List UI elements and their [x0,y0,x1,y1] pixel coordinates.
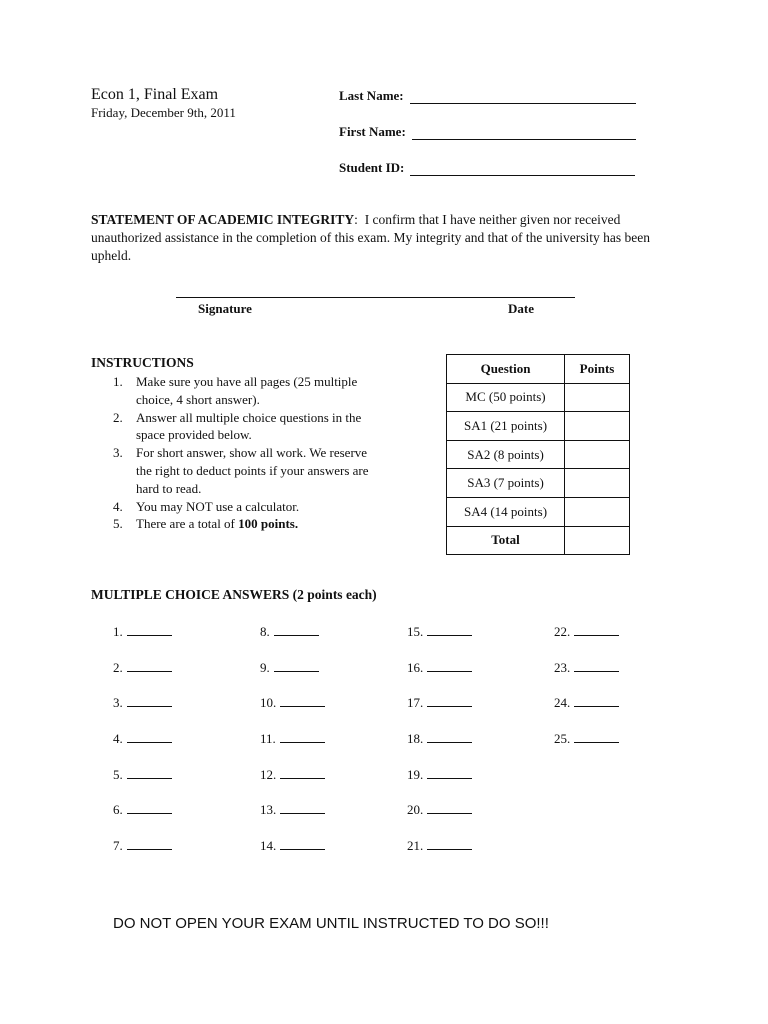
mc-answer-item[interactable]: 14. [260,837,325,854]
mc-answer-item[interactable]: 2. [113,659,172,676]
mc-answer-item[interactable]: 10. [260,694,325,711]
mc-answer-item[interactable]: 3. [113,694,172,711]
points-cell[interactable] [565,440,630,469]
instruction-item: 4. You may NOT use a calculator. [113,498,300,514]
mc-answer-item[interactable]: 7. [113,837,172,854]
instruction-item: 3. For short answer, show all work. We reserve the right to deduct points if your answers are hard to read. [113,445,369,496]
points-cell[interactable] [565,412,630,441]
mc-answer-item[interactable]: 13. [260,801,325,818]
mc-answer-item[interactable]: 9. [260,659,319,676]
points-cell[interactable] [565,383,630,412]
first-name-label: First Name: [339,124,406,139]
first-name-blank[interactable] [412,126,636,140]
table-row: SA1 (21 points) [447,412,630,441]
mc-answer-item[interactable]: 6. [113,801,172,818]
total-points-cell[interactable] [565,526,630,555]
instructions-heading: INSTRUCTIONS [91,355,194,370]
student-id-field [339,160,635,176]
mc-answer-item[interactable]: 12. [260,766,325,783]
table-row: SA4 (14 points) [447,497,630,526]
signature-line[interactable] [176,297,575,298]
mc-answer-item[interactable]: 25. [554,730,619,747]
exam-title: Econ 1, Final Exam [91,86,219,103]
score-table [446,354,630,555]
exam-notice: DO NOT OPEN YOUR EXAM UNTIL INSTRUCTED TO DO SO!!! [113,915,549,932]
mc-answer-item[interactable]: 8. [260,623,319,640]
last-name-blank[interactable] [410,90,636,104]
table-row: MC (50 points) [447,383,630,412]
student-id-label: Student ID: [339,160,405,175]
integrity-text: I confirm that I have neither given nor received unauthorized assistance in the completion of this exam. My integrity and that of the university has been upheld. [91,212,650,263]
first-name-field [339,124,636,140]
mc-answer-item[interactable]: 4. [113,730,172,747]
last-name-label: Last Name: [339,88,404,103]
integrity-heading: STATEMENT OF ACADEMIC INTEGRITY [91,212,355,227]
mc-answer-item[interactable]: 15. [407,623,472,640]
question-header: Question [447,355,565,384]
mc-answer-item[interactable]: 17. [407,694,472,711]
mc-heading: MULTIPLE CHOICE ANSWERS (2 points each) [91,587,377,602]
instruction-item: 1. Make sure you have all pages (25 multiple choice, 4 short answer). [113,374,358,407]
instruction-item: 5. There are a total of 100 points. [113,516,299,532]
mc-answer-item[interactable]: 1. [113,623,172,640]
mc-answer-item[interactable]: 19. [407,766,472,783]
score-table-header [447,355,630,384]
total-row: Total [447,526,630,555]
mc-answer-item[interactable]: 5. [113,766,172,783]
mc-answer-item[interactable]: 22. [554,623,619,640]
points-cell[interactable] [565,469,630,498]
mc-answer-item[interactable]: 20. [407,801,472,818]
signature-label: Signature [198,301,252,316]
last-name-field [339,88,636,104]
points-cell[interactable] [565,497,630,526]
exam-date: Friday, December 9th, 2011 [91,105,236,120]
mc-answer-item[interactable]: 24. [554,694,619,711]
mc-answer-item[interactable]: 23. [554,659,619,676]
table-row: SA3 (7 points) [447,469,630,498]
mc-answer-item[interactable]: 11. [260,730,325,747]
mc-answer-item[interactable]: 16. [407,659,472,676]
mc-answer-item[interactable]: 18. [407,730,472,747]
table-row: SA2 (8 points) [447,440,630,469]
mc-answer-item[interactable]: 21. [407,837,472,854]
points-header: Points [565,355,630,384]
date-label: Date [508,301,534,316]
student-id-blank[interactable] [410,162,635,176]
instructions-list [113,373,373,533]
instruction-item: 2. Answer all multiple choice questions in the space provided below. [113,409,362,443]
integrity-statement: STATEMENT OF ACADEMIC INTEGRITY: I confirm that I have neither given nor received unauthorized assistance in the completion of this exam. My integrity and that of the university has been upheld. [91,212,650,263]
